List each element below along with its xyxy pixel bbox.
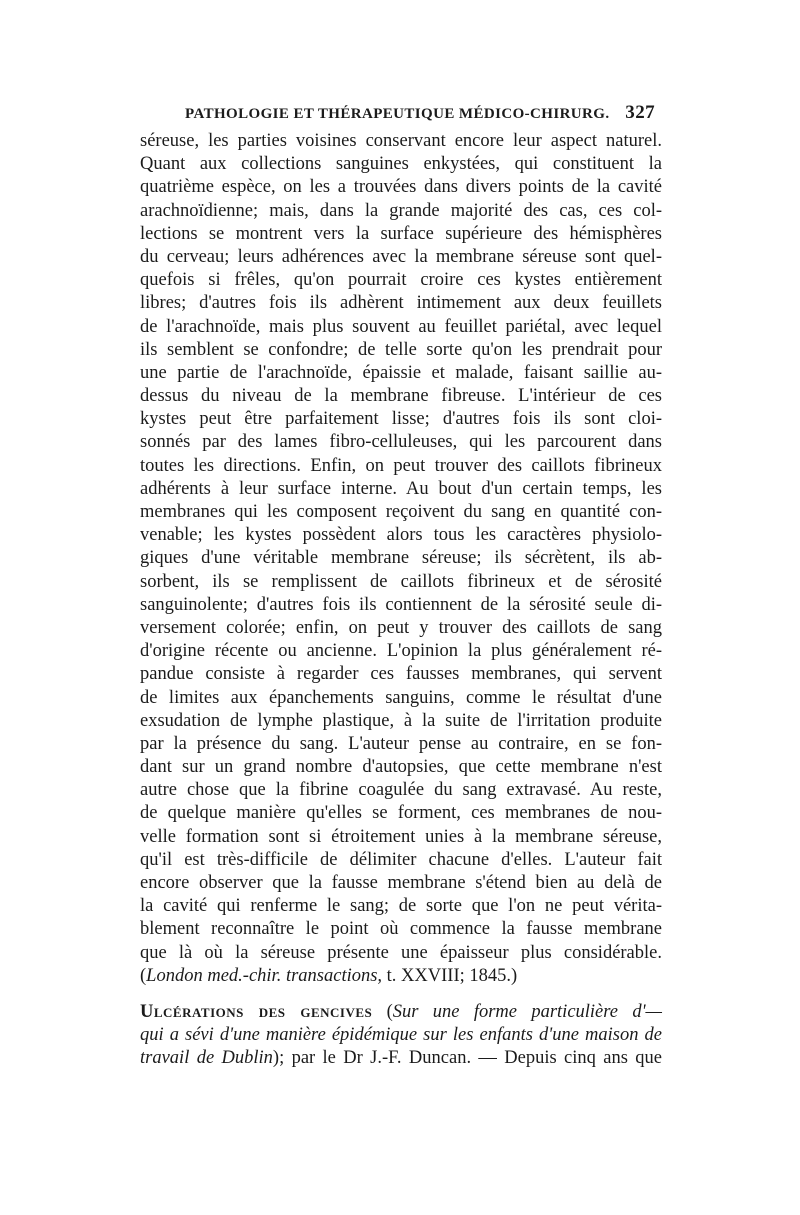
text-line: dant sur un grand nombre d'autopsies, que cette membrane n'est bbox=[140, 757, 662, 778]
text-line: une partie de l'arachnoïde, épaissie et malade, faisant saillie au- bbox=[140, 362, 662, 383]
paragraph-gap bbox=[140, 988, 662, 1001]
text-line: du cerveau; leurs adhérences avec la membrane séreuse sont quel- bbox=[140, 246, 662, 267]
text-line: autre chose que la fibrine coagulée du sang extravasé. Au reste, bbox=[140, 780, 662, 801]
text-line: d'origine récente ou ancienne. L'opinion la plus généralement ré- bbox=[140, 641, 662, 662]
text-line: sorbent, ils se remplissent de caillots fibrineux et de sérosité bbox=[140, 571, 662, 592]
section-heading: Ulcérations des gencives bbox=[140, 1001, 373, 1022]
text-line bbox=[140, 1001, 662, 1024]
citation-line bbox=[140, 965, 662, 988]
citation-open: ( bbox=[140, 965, 147, 986]
text-line: lections se montrent vers la surface supérieure des hémisphères bbox=[140, 223, 662, 244]
paragraph-ulcerations-gencives bbox=[140, 1001, 662, 1071]
text-line: que là où la séreuse présente une épaisseur plus considérable. bbox=[140, 942, 662, 963]
text-line: la cavité qui renferme le sang; de sorte que l'on ne peut vérita- bbox=[140, 896, 662, 917]
text-line: kystes peut être parfaitement lisse; d'autres fois ils sont cloi- bbox=[140, 409, 662, 430]
text-line: quefois si frêles, qu'on pourrait croire ces kystes entièrement bbox=[140, 270, 662, 291]
text-line: giques d'une véritable membrane séreuse; ils sécrètent, ils ab- bbox=[140, 548, 662, 569]
text-line: venable; les kystes possèdent alors tous les caractères physiolo- bbox=[140, 525, 662, 546]
text-line: Quant aux collections sanguines enkystées, qui constituent la bbox=[140, 154, 662, 175]
text-line: blement reconnaître le point où commence la fausse membrane bbox=[140, 919, 662, 940]
author-line: ); par le Dr J.-F. Duncan. — Depuis cinq ans que bbox=[272, 1048, 662, 1069]
text-line: séreuse, les parties voisines conservant encore leur aspect naturel. bbox=[140, 131, 662, 151]
body-text bbox=[140, 130, 662, 1071]
text-line: membranes qui les composent reçoivent du sang en quantité con- bbox=[140, 502, 662, 522]
page-number: 327 bbox=[625, 102, 655, 123]
text-line: versement colorée; enfin, on peut y trouver des caillots de sang bbox=[140, 617, 662, 638]
text-line: de l'arachnoïde, mais plus souvent au feuillet pariétal, avec lequel bbox=[140, 316, 662, 337]
text-line: qu'il est très-difficile de délimiter chacune d'elles. L'auteur fait bbox=[140, 849, 662, 870]
text-line: pandue consiste à regarder ces fausses membranes, qui servent bbox=[140, 664, 662, 685]
title-open: ( bbox=[372, 1001, 393, 1022]
citation-source: London med.-chir. transactions, bbox=[146, 965, 383, 986]
text-line: libres; d'autres fois ils adhèrent intimement aux deux feuillets bbox=[140, 293, 662, 314]
running-header bbox=[185, 102, 655, 124]
text-line: velle formation sont si étroitement unies à la membrane séreuse, bbox=[140, 826, 662, 847]
article-title-part: qui a sévi d'une manière épidémique sur les enfants d'une maison de bbox=[140, 1025, 662, 1046]
text-line: par la présence du sang. L'auteur pense au contraire, en se fon- bbox=[140, 733, 662, 754]
article-title-part: Sur une forme particulière d'— bbox=[392, 1001, 662, 1022]
text-line: dessus du niveau de la membrane fibreuse. L'intérieur de ces bbox=[140, 386, 662, 407]
text-line: ils semblent se confondre; de telle sorte qu'on les prendrait pour bbox=[140, 339, 662, 360]
text-line: sanguinolente; d'autres fois ils contiennent de la sérosité seule di- bbox=[140, 594, 662, 615]
text-line: quatrième espèce, on les a trouvées dans divers points de la cavité bbox=[140, 177, 662, 198]
running-title: PATHOLOGIE ET THÉRAPEUTIQUE MÉDICO-CHIRURG. bbox=[185, 106, 610, 122]
text-line: adhérents à leur surface interne. Au bout d'un certain temps, les bbox=[140, 478, 662, 499]
text-line: encore observer que la fausse membrane s'étend bien au delà de bbox=[140, 873, 662, 893]
text-line: arachnoïdienne; mais, dans la grande majorité des cas, ces col- bbox=[140, 200, 662, 221]
citation-volume: t. XXVIII; 1845.) bbox=[386, 965, 518, 986]
article-title-part: travail de Dublin bbox=[140, 1048, 273, 1069]
text-line: sonnés par des lames fibro-celluleuses, qui les parcourent dans bbox=[140, 432, 662, 453]
text-line: de quelque manière qu'elles se forment, ces membranes de nou- bbox=[140, 803, 662, 824]
paragraph-collections-sanguines bbox=[140, 130, 662, 988]
text-line bbox=[140, 1047, 662, 1070]
text-line: de limites aux épanchements sanguins, comme le résultat d'une bbox=[140, 687, 662, 708]
text-line: toutes les directions. Enfin, on peut trouver des caillots fibrineux bbox=[140, 455, 662, 476]
text-line: exsudation de lymphe plastique, à la suite de l'irritation produite bbox=[140, 710, 662, 731]
